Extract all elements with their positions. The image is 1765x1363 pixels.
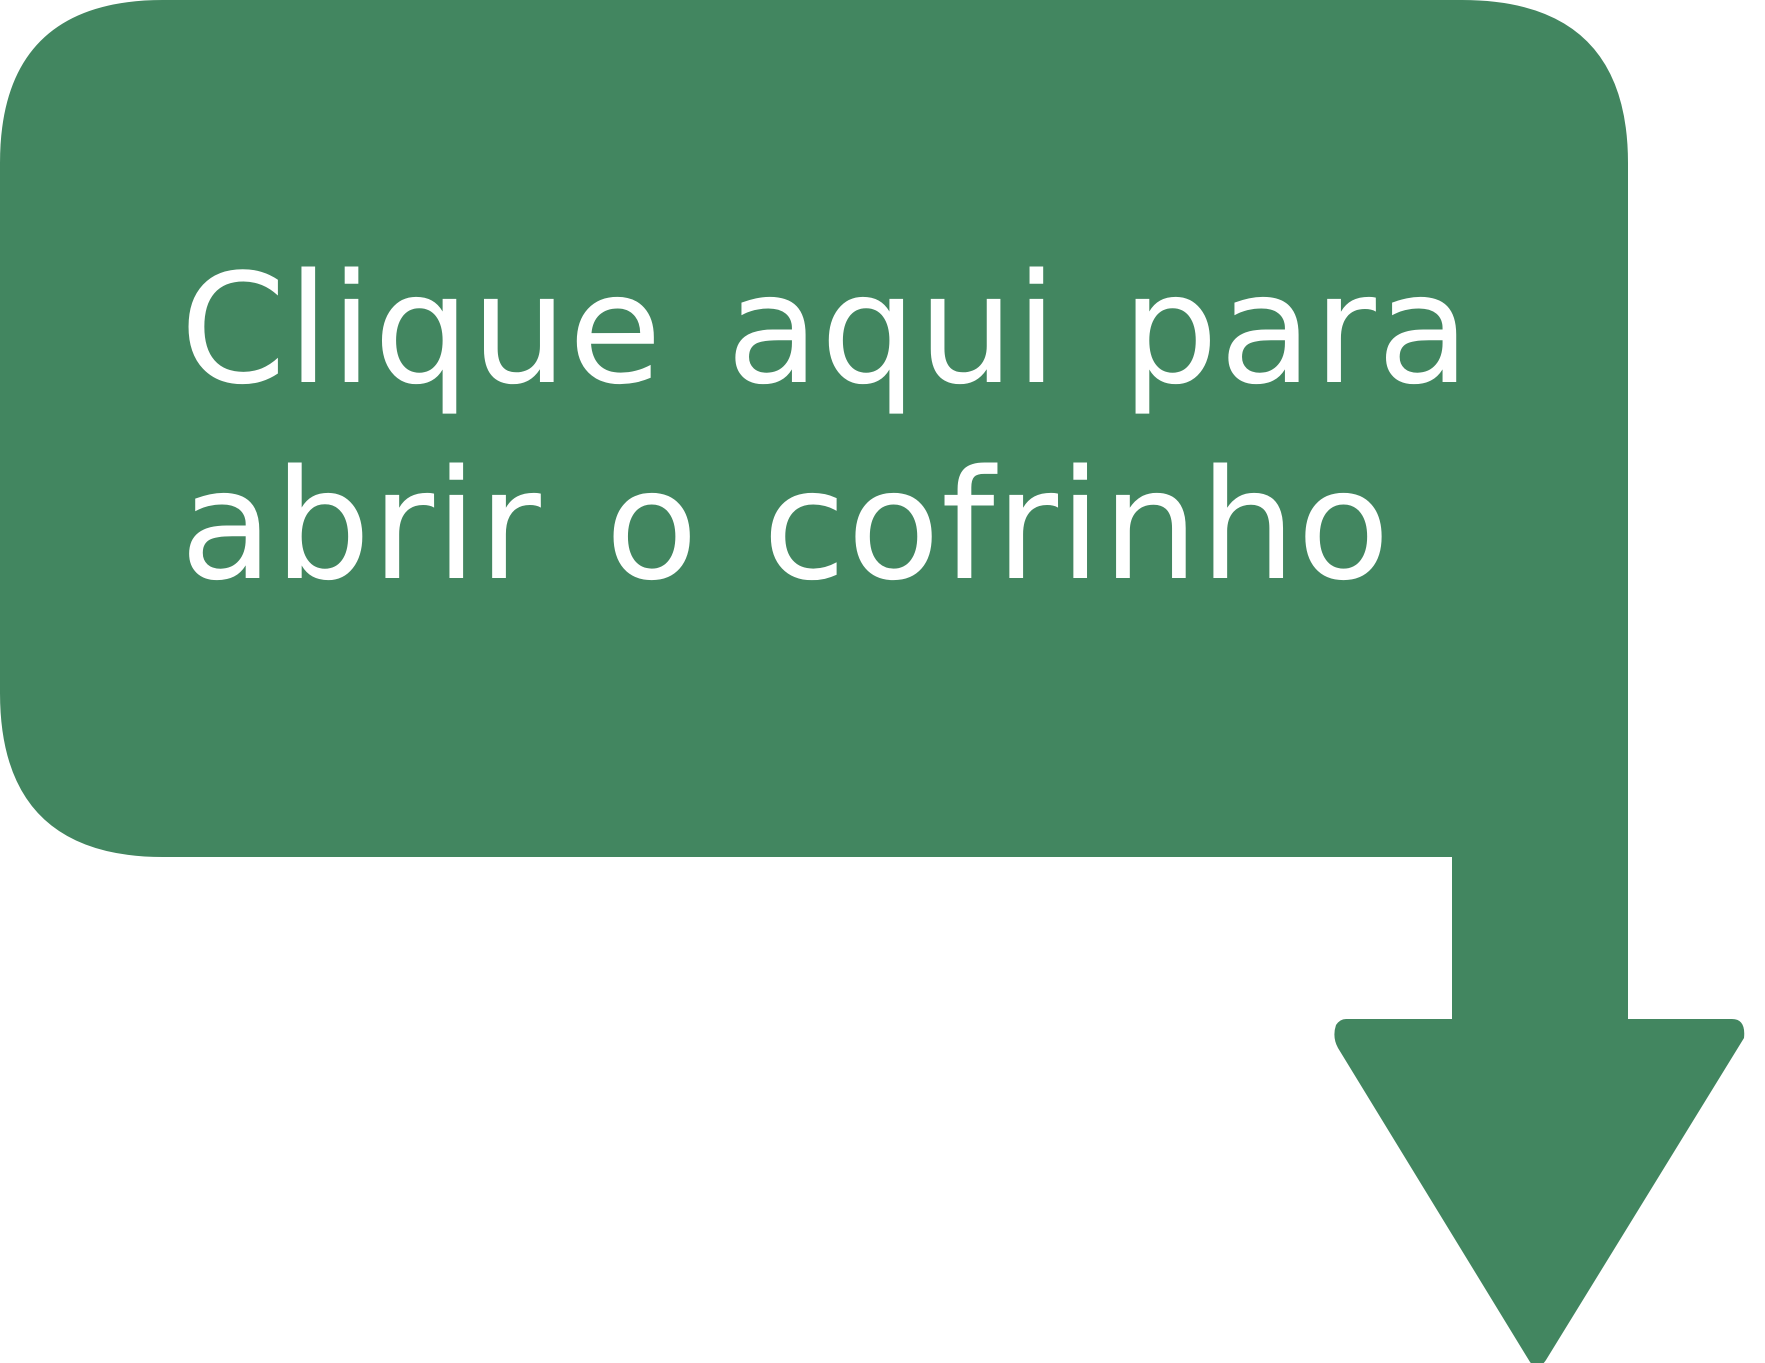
callout-label-line-2: abrir o cofrinho: [180, 437, 1391, 614]
callout-label-line-1: Clique aqui para: [180, 241, 1472, 418]
